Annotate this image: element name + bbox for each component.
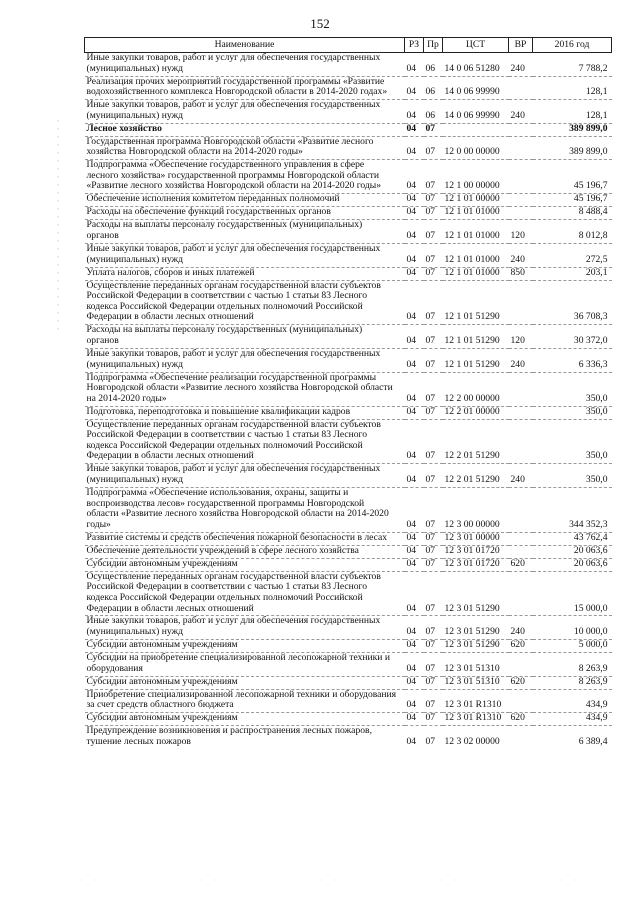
row-pr: 07 xyxy=(425,602,436,614)
column-header-amount: 2016 год xyxy=(533,38,612,53)
row-vr: 120 xyxy=(510,334,525,346)
row-amount: 6 336,3 xyxy=(578,358,608,370)
table-row xyxy=(85,136,612,160)
row-amount: 45 196,7 xyxy=(573,193,608,205)
budget-table xyxy=(84,37,612,749)
row-vr: 620 xyxy=(510,557,525,569)
row-vr: 240 xyxy=(510,358,525,370)
row-cst: 12 0 00 00000 xyxy=(444,146,500,158)
row-cst: 12 1 01 00000 xyxy=(444,193,500,205)
row-name: Осуществление переданных органам государственной власти субъектов Российской Федерации в соответствии с частью 1 статьи 83 Лесного кодекса Российской Федерации отдельных полномочий Российской Федерации в области лесных отношений xyxy=(86,279,381,323)
table-row xyxy=(85,53,612,77)
table-row xyxy=(85,558,612,571)
row-rz: 04 xyxy=(406,531,417,543)
row-vr xyxy=(509,160,533,194)
row-pr: 07 xyxy=(425,193,436,205)
row-name: Уплата налогов, сборов и иных платежей xyxy=(86,266,255,278)
row-name: Расходы на выплаты персоналу государственных (муниципальных) органов xyxy=(86,324,363,346)
table-row xyxy=(85,348,612,372)
row-name: Подпрограмма «Обеспечение государственного управления в сфере лесного хозяйства» государственной программы Новгородской области «Развитие лесного хозяйства Новгородской области на 2014-2020 годы» xyxy=(86,159,382,192)
row-pr: 07 xyxy=(425,266,436,278)
row-amount: 272,5 xyxy=(585,253,608,265)
row-pr: 07 xyxy=(425,544,436,556)
table-row xyxy=(85,244,612,268)
row-cst: 12 2 01 00000 xyxy=(444,405,500,417)
table-row xyxy=(85,689,612,713)
row-amount: 350,0 xyxy=(585,405,608,417)
row-pr: 07 xyxy=(425,662,436,674)
row-vr: 620 xyxy=(510,639,525,651)
row-amount: 45 196,7 xyxy=(573,180,608,192)
table-row xyxy=(85,464,612,488)
row-name: Расходы на обеспечение функций государственных органов xyxy=(86,206,331,218)
row-vr: 240 xyxy=(510,109,525,121)
row-amount: 350,0 xyxy=(585,474,608,486)
column-header-pr: Пр xyxy=(424,38,443,53)
table-row xyxy=(85,160,612,194)
row-rz: 04 xyxy=(406,602,417,614)
row-rz: 04 xyxy=(406,334,417,346)
row-name: Государственная программа Новгородской области «Развитие лесного хозяйства Новгородской области на 2014-2020 годы» xyxy=(86,135,374,158)
row-pr: 07 xyxy=(425,311,436,323)
row-amount: 10 000,0 xyxy=(573,626,608,638)
row-vr: 240 xyxy=(510,474,525,486)
row-rz: 04 xyxy=(406,557,417,569)
page-number: 152 xyxy=(310,16,330,31)
row-amount: 128,1 xyxy=(585,109,608,121)
row-amount: 7 788,2 xyxy=(578,62,608,74)
row-rz: 04 xyxy=(406,311,417,323)
row-vr xyxy=(509,136,533,160)
row-vr xyxy=(509,207,533,220)
row-amount: 8 263,9 xyxy=(578,662,608,674)
row-vr: 240 xyxy=(510,253,525,265)
row-rz: 04 xyxy=(406,518,417,530)
table-row xyxy=(85,100,612,124)
row-vr: 850 xyxy=(510,266,525,278)
row-name: Иные закупки товаров, работ и услуг для обеспечения государственных (муниципальных) нужд xyxy=(86,347,381,370)
table-row xyxy=(85,372,612,406)
table-row xyxy=(85,220,612,244)
row-rz: 04 xyxy=(406,662,417,674)
row-rz: 04 xyxy=(406,450,417,462)
row-name: Подпрограмма «Обеспечение использования, охраны, защиты и воспроизводства лесов» государственной программы Новгородской области «Развитие лесного хозяйства Новгородской области на 2014-2020 годы» xyxy=(86,487,389,530)
row-pr: 07 xyxy=(425,712,436,724)
row-name: Осуществление переданных органам государственной власти субъектов Российской Федерации в соответствии с частью 1 статьи 83 Лесного кодекса Российской Федерации отдельных полномочий Российской Федерации в области лесных отношений xyxy=(86,570,381,614)
row-vr: 620 xyxy=(510,712,525,724)
row-amount: 15 000,0 xyxy=(573,602,608,614)
row-rz: 04 xyxy=(406,86,417,98)
row-pr: 06 xyxy=(425,109,436,121)
row-name: Предупреждение возникновения и распространения лесных пожаров, тушение лесных пожаров xyxy=(86,725,372,747)
row-rz: 04 xyxy=(406,405,417,417)
row-amount: 43 762,4 xyxy=(573,531,608,543)
row-vr xyxy=(509,419,533,464)
table-row xyxy=(85,640,612,653)
row-vr xyxy=(509,194,533,207)
row-pr: 07 xyxy=(425,518,436,530)
row-pr: 06 xyxy=(425,86,436,98)
row-cst: 12 1 01 51290 xyxy=(444,334,500,346)
row-cst: 12 3 01 R1310 xyxy=(444,712,502,724)
row-rz: 04 xyxy=(406,230,417,242)
row-vr xyxy=(509,76,533,100)
row-pr: 07 xyxy=(425,557,436,569)
row-rz: 04 xyxy=(406,146,417,158)
row-pr: 07 xyxy=(425,334,436,346)
row-cst: 12 3 01 01720 xyxy=(444,544,500,556)
row-name: Развитие системы и средств обеспечения пожарной безопасности в лесах xyxy=(86,531,388,543)
table-body xyxy=(85,53,612,749)
table-row xyxy=(85,419,612,464)
table-row xyxy=(85,194,612,207)
row-rz: 04 xyxy=(406,206,417,218)
row-rz: 04 xyxy=(406,544,417,556)
table-header xyxy=(85,38,612,53)
row-vr xyxy=(509,653,533,677)
row-cst: 14 0 06 99990 xyxy=(444,109,500,121)
row-vr xyxy=(509,123,533,136)
table-row xyxy=(85,713,612,726)
row-name: Субсидии на приобретение специализированной лесопожарной техники и оборудования xyxy=(86,652,390,674)
column-header-vr: ВР xyxy=(509,38,533,53)
row-rz: 04 xyxy=(406,392,417,404)
row-rz: 04 xyxy=(406,639,417,651)
row-pr: 07 xyxy=(425,735,436,747)
row-vr xyxy=(509,488,533,533)
row-rz: 04 xyxy=(406,253,417,265)
row-pr: 07 xyxy=(425,146,436,158)
row-rz: 04 xyxy=(406,180,417,192)
row-rz: 04 xyxy=(406,626,417,638)
row-cst: 12 3 01 51290 xyxy=(444,639,500,651)
table-row xyxy=(85,207,612,220)
row-vr: 240 xyxy=(510,626,525,638)
row-rz: 04 xyxy=(406,358,417,370)
row-rz: 04 xyxy=(406,266,417,278)
row-pr: 07 xyxy=(425,392,436,404)
row-cst xyxy=(443,123,509,136)
table-row xyxy=(85,76,612,100)
row-rz: 04 xyxy=(406,474,417,486)
row-vr: 620 xyxy=(510,675,525,687)
row-name: Иные закупки товаров, работ и услуг для обеспечения государственных (муниципальных) нужд xyxy=(86,463,381,486)
row-rz: 04 xyxy=(406,735,417,747)
table-row xyxy=(85,545,612,558)
row-cst: 12 3 00 00000 xyxy=(444,518,500,530)
row-amount: 20 063,6 xyxy=(573,557,608,569)
row-cst: 14 0 06 99990 xyxy=(444,86,500,98)
row-cst: 12 3 01 51310 xyxy=(444,662,500,674)
row-name: Приобретение специализированной лесопожарной техники и оборудования за счет средств областного бюджета xyxy=(86,688,397,711)
row-name: Субсидии автономным учреждениям xyxy=(86,557,238,569)
row-amount: 5 000,0 xyxy=(578,639,608,651)
row-pr: 07 xyxy=(425,358,436,370)
row-name: Обеспечение исполнения комитетом переданных полномочий xyxy=(86,193,340,205)
row-amount: 389 899,0 xyxy=(569,146,608,158)
row-pr: 07 xyxy=(425,206,436,218)
row-amount: 389 899,0 xyxy=(569,122,608,134)
column-header-name: Наименование xyxy=(85,38,405,53)
row-pr: 06 xyxy=(425,62,436,74)
row-vr xyxy=(509,571,533,616)
column-header-rz: РЗ xyxy=(405,38,424,53)
row-amount: 128,1 xyxy=(585,86,608,98)
table-row xyxy=(85,280,612,325)
row-pr: 07 xyxy=(425,531,436,543)
row-pr: 07 xyxy=(425,405,436,417)
row-vr xyxy=(509,689,533,713)
row-cst: 12 1 01 01000 xyxy=(444,206,500,218)
row-cst: 12 2 01 51290 xyxy=(444,450,500,462)
row-vr xyxy=(509,726,533,749)
table-row xyxy=(85,726,612,749)
row-vr: 240 xyxy=(510,62,525,74)
row-rz: 04 xyxy=(406,109,417,121)
row-vr xyxy=(509,406,533,419)
row-cst: 12 1 01 51290 xyxy=(444,358,500,370)
row-name: Иные закупки товаров, работ и услуг для обеспечения государственных (муниципальных) нужд xyxy=(86,615,381,638)
row-amount: 20 063,6 xyxy=(573,544,608,556)
row-cst: 12 3 01 R1310 xyxy=(444,699,502,711)
row-cst: 12 2 00 00000 xyxy=(444,392,500,404)
row-name: Субсидии автономным учреждениям xyxy=(86,639,238,651)
table-row xyxy=(85,325,612,349)
row-name: Субсидии автономным учреждениям xyxy=(86,675,238,687)
row-vr xyxy=(509,545,533,558)
row-cst: 12 3 01 51290 xyxy=(444,626,500,638)
table-row xyxy=(85,532,612,545)
row-name: Подпрограмма «Обеспечение реализации государственной программы Новгородской области «Развитие лесного хозяйства Новгородской области на 2014-2020 годы» xyxy=(86,371,393,404)
row-name: Иные закупки товаров, работ и услуг для обеспечения государственных (муниципальных) нужд xyxy=(86,99,381,121)
row-amount: 350,0 xyxy=(585,392,608,404)
row-amount: 8 488,4 xyxy=(578,206,608,218)
row-pr: 07 xyxy=(425,230,436,242)
table-row xyxy=(85,616,612,640)
row-pr: 07 xyxy=(425,626,436,638)
row-amount: 203,1 xyxy=(585,266,608,278)
row-cst: 12 3 01 01720 xyxy=(444,557,500,569)
row-name: Обеспечение деятельности учреждений в сфере лесного хозяйства xyxy=(86,544,359,556)
row-name: Лесное хозяйство xyxy=(86,122,162,134)
row-pr: 07 xyxy=(425,675,436,687)
row-rz: 04 xyxy=(406,712,417,724)
row-cst: 12 3 01 00000 xyxy=(444,531,500,543)
row-cst: 12 1 01 51290 xyxy=(444,311,500,323)
row-pr: 07 xyxy=(425,699,436,711)
row-amount: 434,9 xyxy=(585,712,608,724)
row-amount: 8 012,8 xyxy=(578,230,608,242)
row-name: Иные закупки товаров, работ и услуг для обеспечения государственных (муниципальных) нужд xyxy=(86,243,381,265)
row-pr: 07 xyxy=(425,253,436,265)
row-rz: 04 xyxy=(406,193,417,205)
row-name: Субсидии автономным учреждениям xyxy=(86,712,238,724)
row-rz: 04 xyxy=(406,62,417,74)
table-row xyxy=(85,406,612,419)
row-cst: 12 3 02 00000 xyxy=(444,735,500,747)
row-pr: 07 xyxy=(425,474,436,486)
row-cst: 12 1 01 01000 xyxy=(444,230,500,242)
row-name: Расходы на выплаты персоналу государственных (муниципальных) органов xyxy=(86,219,363,242)
row-amount: 344 352,3 xyxy=(569,518,608,530)
row-pr: 07 xyxy=(425,122,436,134)
row-name: Осуществление переданных органам государственной власти субъектов Российской Федерации в соответствии с частью 1 статьи 83 Лесного кодекса Российской Федерации отдельных полномочий Российской Федерации в области лесных отношений xyxy=(86,418,381,462)
row-pr: 07 xyxy=(425,639,436,651)
row-vr xyxy=(509,280,533,325)
table-row xyxy=(85,571,612,616)
row-cst: 12 1 01 01000 xyxy=(444,253,500,265)
row-pr: 07 xyxy=(425,180,436,192)
row-amount: 434,9 xyxy=(585,699,608,711)
row-cst: 14 0 06 51280 xyxy=(444,62,500,74)
row-cst: 12 2 01 51290 xyxy=(444,474,500,486)
row-vr xyxy=(509,532,533,545)
row-rz: 04 xyxy=(406,122,417,134)
row-amount: 30 372,0 xyxy=(573,334,608,346)
row-name: Подготовка, переподготовка и повышение квалификации кадров xyxy=(86,405,351,417)
row-vr xyxy=(509,372,533,406)
table-row xyxy=(85,676,612,689)
row-cst: 12 1 00 00000 xyxy=(444,180,500,192)
table-row xyxy=(85,123,612,136)
row-amount: 36 708,3 xyxy=(573,311,608,323)
row-amount: 8 263,9 xyxy=(578,675,608,687)
table-row xyxy=(85,653,612,677)
row-rz: 04 xyxy=(406,675,417,687)
row-cst: 12 3 01 51290 xyxy=(444,602,500,614)
row-vr: 120 xyxy=(510,230,525,242)
row-cst: 12 1 01 01000 xyxy=(444,266,500,278)
row-rz: 04 xyxy=(406,699,417,711)
column-header-cst: ЦСТ xyxy=(443,38,509,53)
row-amount: 350,0 xyxy=(585,450,608,462)
row-name: Реализация прочих мероприятий государственной программы «Развитие водохозяйственного комплекса Новгородской области в 2014-2020 годах» xyxy=(86,75,388,98)
row-name: Иные закупки товаров, работ и услуг для обеспечения государственных (муниципальных) нужд xyxy=(86,52,381,74)
table-row xyxy=(85,267,612,280)
table-row xyxy=(85,488,612,533)
row-pr: 07 xyxy=(425,450,436,462)
row-cst: 12 3 01 51310 xyxy=(444,675,500,687)
row-amount: 6 389,4 xyxy=(578,735,608,747)
